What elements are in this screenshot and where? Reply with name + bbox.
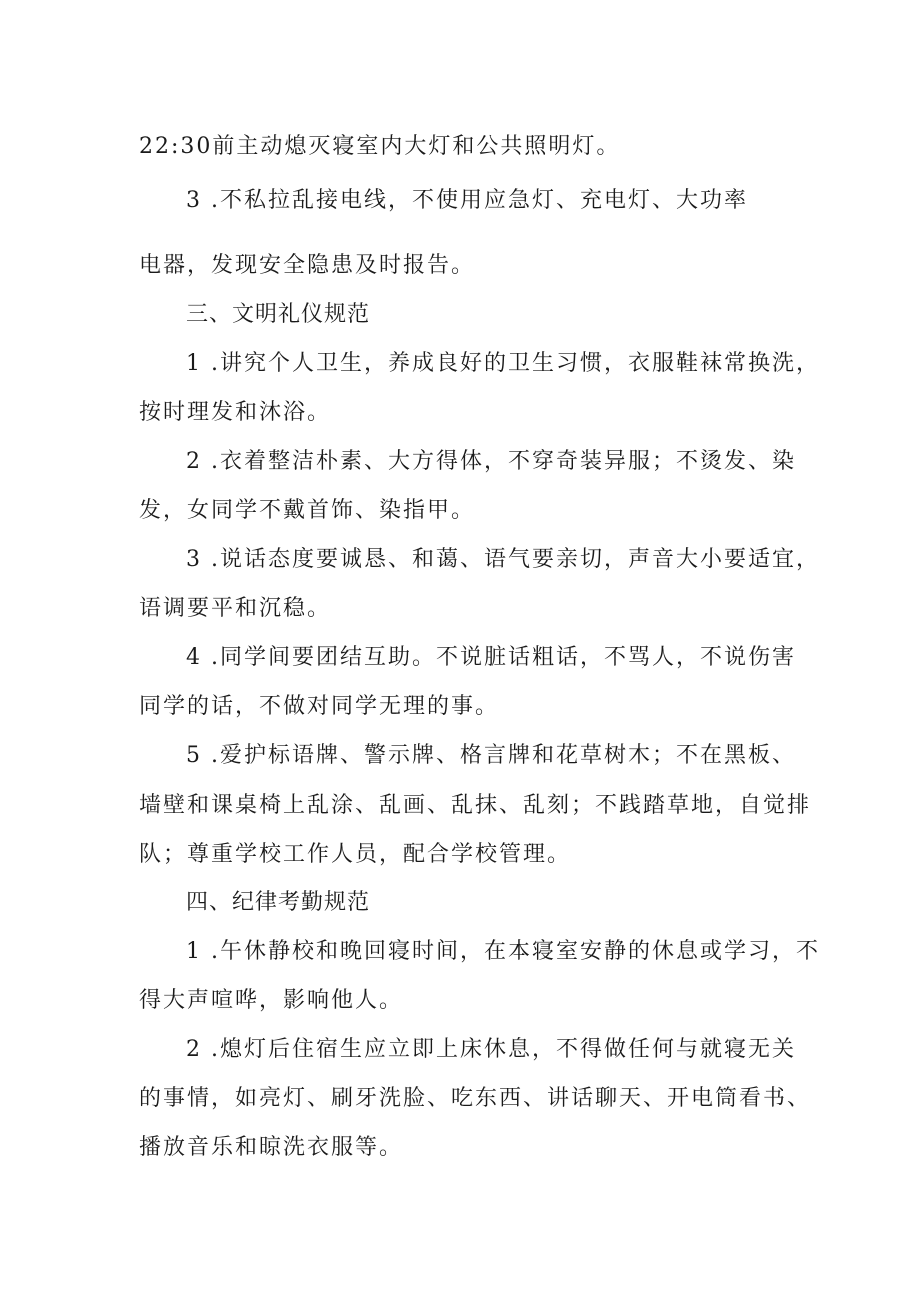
- text-line-etiquette-2-cont: 发，女同学不戴首饰、染指甲。: [139, 498, 476, 523]
- text-line-discipline-1: 1 .午休静校和晚回寝时间，在本寝室安静的休息或学习，不: [186, 939, 820, 964]
- text-line-discipline-2-cont-2: 播放音乐和晾洗衣服等。: [139, 1135, 404, 1160]
- section-heading-etiquette: 三、文明礼仪规范: [186, 302, 371, 327]
- text-line-etiquette-4: 4 .同学间要团结互助。不说脏话粗话，不骂人，不说伤害: [186, 645, 796, 670]
- text-line-item-3-cont: 电器，发现安全隐患及时报告。: [139, 253, 476, 278]
- text-line-etiquette-2: 2 .衣着整洁朴素、大方得体，不穿奇装异服；不烫发、染: [186, 449, 796, 474]
- text-line-etiquette-1: 1 .讲究个人卫生，养成良好的卫生习惯，衣服鞋袜常换洗，: [186, 351, 820, 376]
- text-line-discipline-2: 2 .熄灯后住宿生应立即上床休息，不得做任何与就寝无关: [186, 1037, 796, 1062]
- text-line-etiquette-3: 3 .说话态度要诚恳、和蔼、语气要亲切，声音大小要适宜，: [186, 547, 820, 572]
- text-line-etiquette-3-cont: 语调要平和沉稳。: [139, 596, 332, 621]
- text-line-discipline-1-cont: 得大声喧哗，影响他人。: [139, 988, 404, 1013]
- text-line-discipline-2-cont-1: 的事情，如亮灯、刷牙洗脸、吃东西、讲话聊天、开电筒看书、: [139, 1086, 812, 1111]
- text-line-etiquette-4-cont: 同学的话，不做对同学无理的事。: [139, 694, 500, 719]
- section-heading-discipline: 四、纪律考勤规范: [186, 890, 371, 915]
- text-line-item-3-wiring: 3 .不私拉乱接电线，不使用应急灯、充电灯、大功率: [186, 188, 748, 213]
- text-line-etiquette-5: 5 .爱护标语牌、警示牌、格言牌和花草树木；不在黑板、: [186, 743, 796, 768]
- text-line-etiquette-5-cont-1: 墙壁和课桌椅上乱涂、乱画、乱抹、乱刻；不践踏草地，自觉排: [139, 793, 812, 818]
- text-line-etiquette-1-cont: 按时理发和沐浴。: [139, 400, 332, 425]
- text-line-curfew-lights: 22:30前主动熄灭寝室内大灯和公共照明灯。: [139, 134, 621, 159]
- text-line-etiquette-5-cont-2: 队；尊重学校工作人员，配合学校管理。: [139, 842, 572, 867]
